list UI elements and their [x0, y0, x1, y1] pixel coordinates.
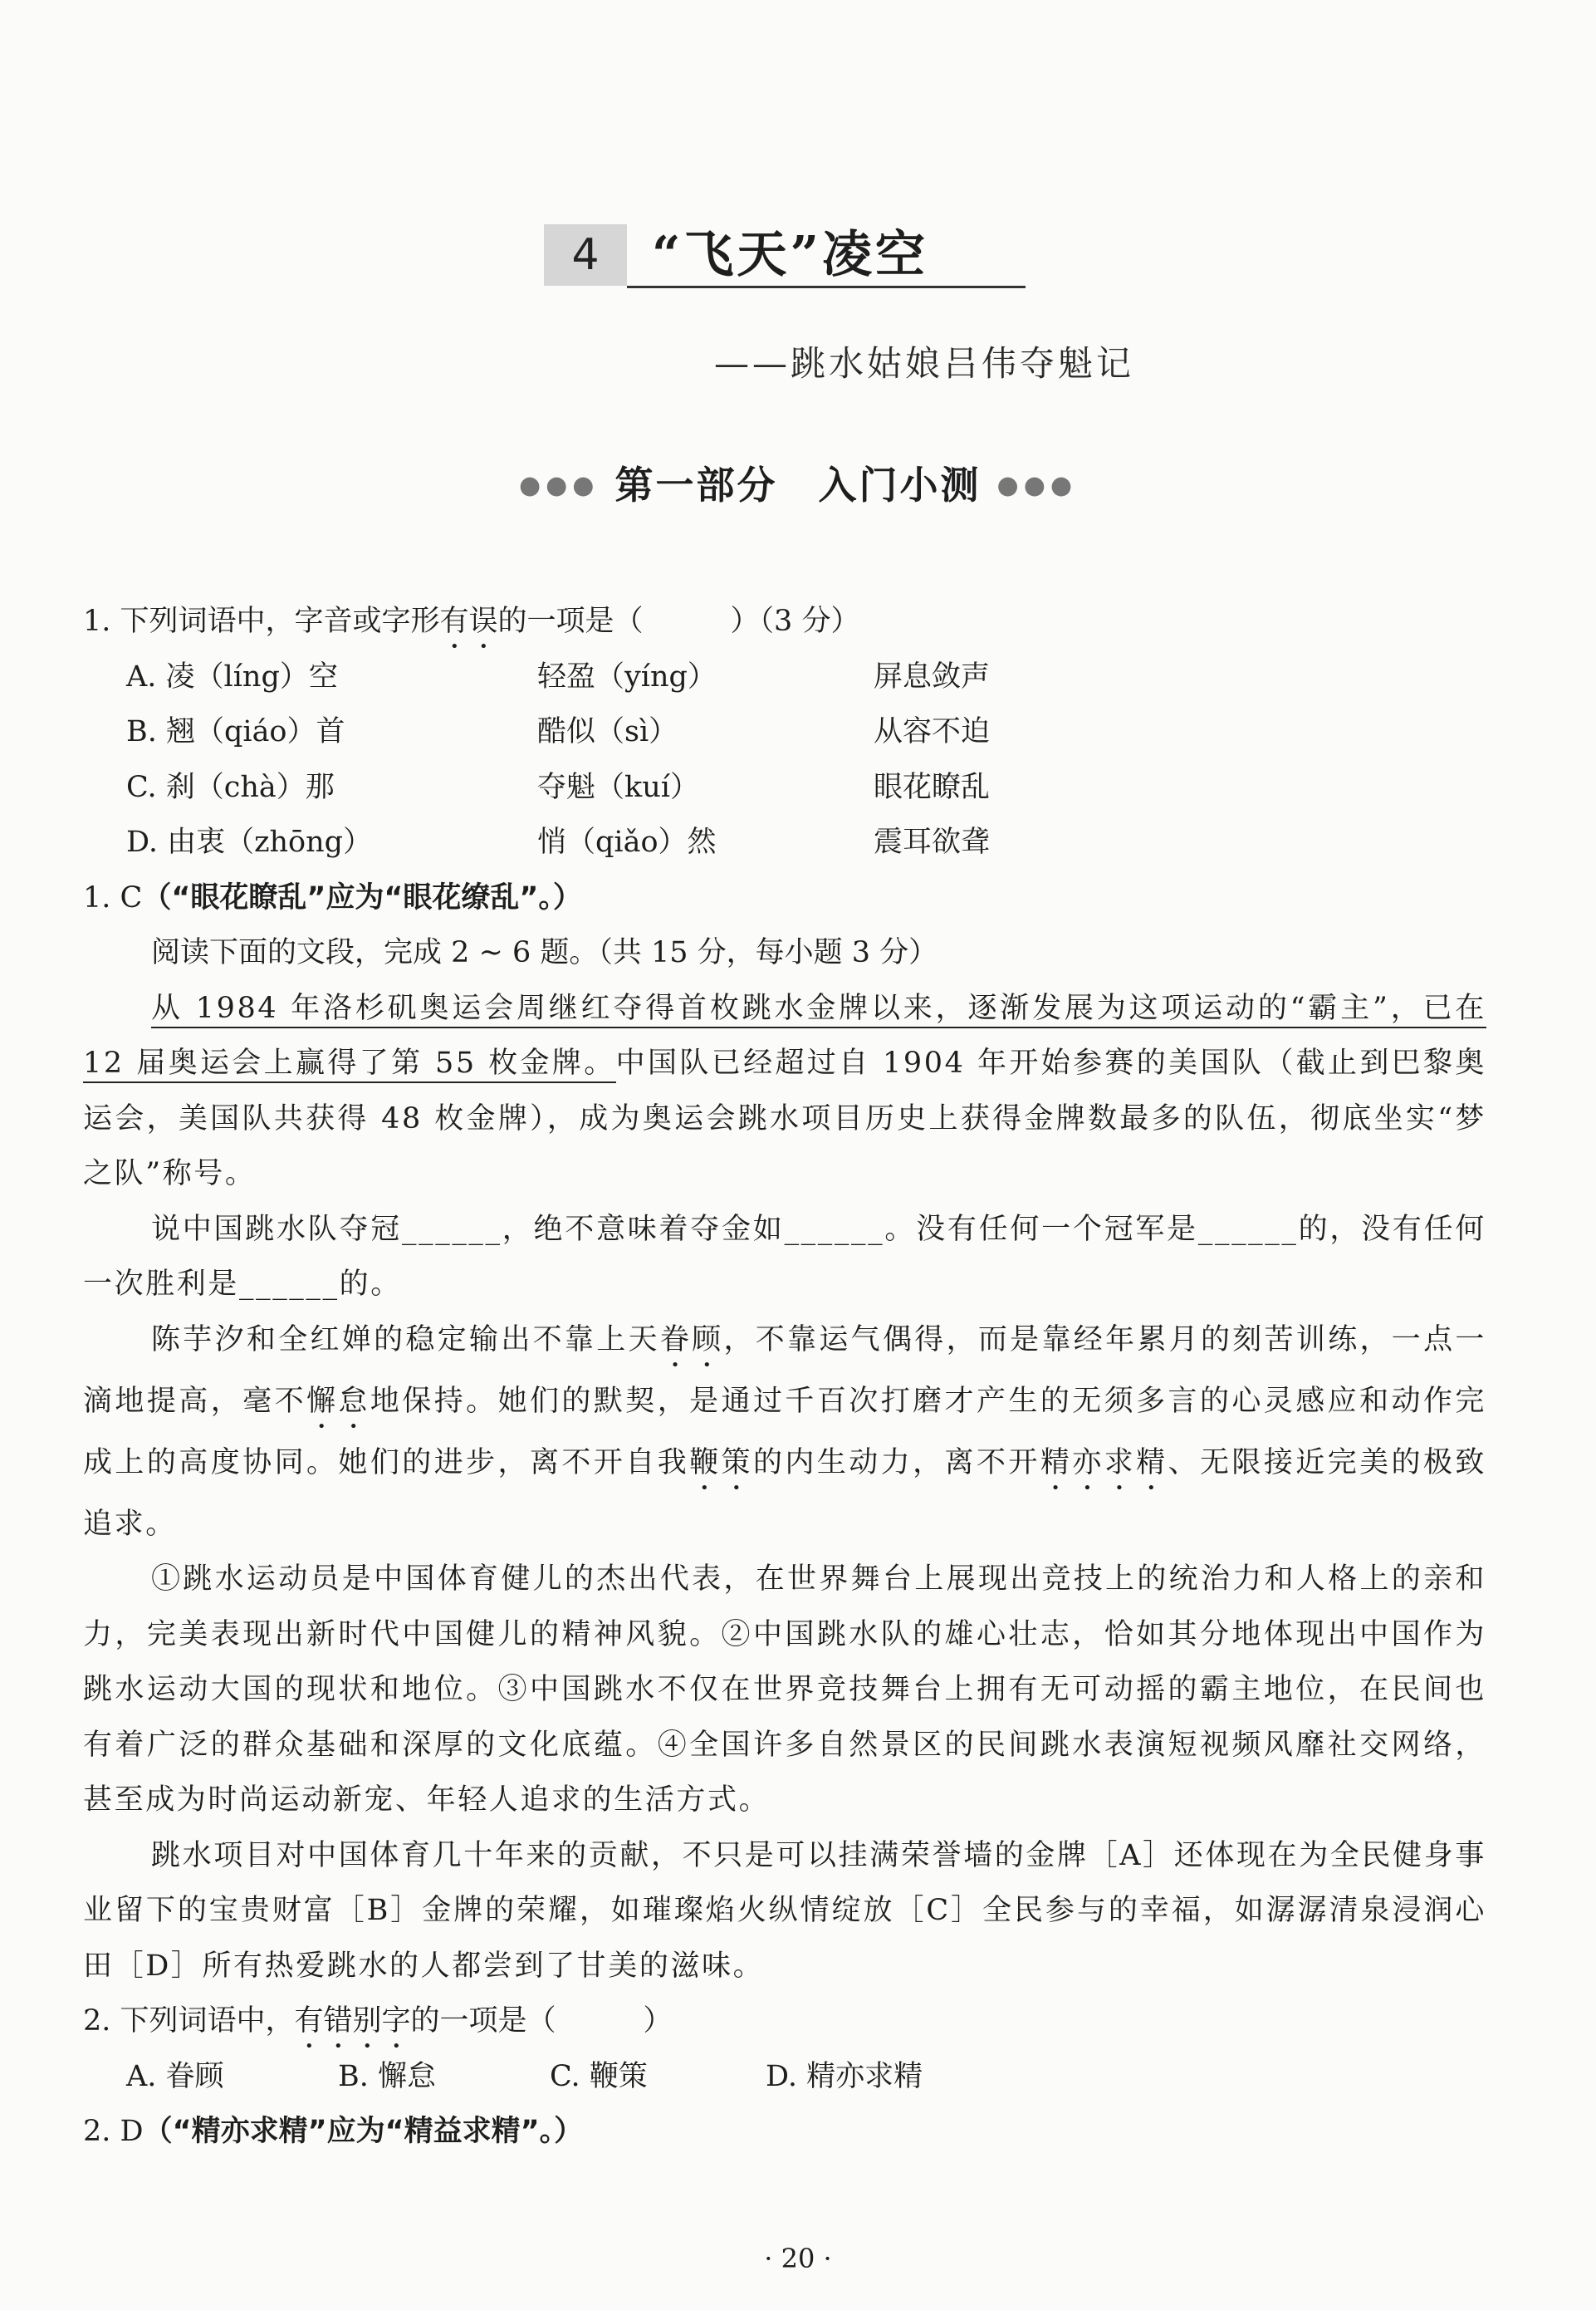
lesson-subtitle: ——跳水姑娘吕伟夺魁记 [714, 343, 1135, 384]
title-underline [627, 286, 1026, 288]
paragraph-1-rest: 中国队已经超过自 1904 年开始参赛的美国队（截止到巴黎奥运会，美国队共获得 48 枚金牌），成为奥运会跳水项目历史上获得金牌数最多的队伍，彻底坐实“梦之队”称号。 [83, 1047, 1487, 1190]
option-c-word3: 眼花瞭乱 [874, 770, 991, 804]
underlined-sentence: 从 1984 年洛杉矶奥运会周继红夺得首枚跳水金牌以来，逐渐发展为这项运动的“霸主”，已在 12 届奥运会上赢得了第 55 枚金牌。 [83, 992, 1486, 1084]
p3-dotted-word-3: 鞭策 [689, 1445, 753, 1479]
q2-stem-text: 2. 下列词语中， [83, 2004, 295, 2038]
option-c-word1: C. 刹（chà）那 [126, 770, 335, 804]
passage-paragraph-2: 说中国跳水队夺冠______，绝不意味着夺金如______。没有任何一个冠军是______的，没有任何一次胜利是______的。 [83, 1212, 1486, 1301]
q1-option-row [83, 760, 1486, 816]
q2-option-c: C. 鞭策 [550, 2059, 648, 2093]
page-number: · 20 · [764, 2243, 832, 2274]
q1-option-row [83, 704, 1486, 760]
p3-text-3: 地保持。她们的默契，是通过千百次打磨才产生的无须多言的心灵感应和动作完成上的高度协同。她们的进步，离不开自我 [83, 1384, 1486, 1479]
q1-answer [83, 871, 1486, 926]
passage-paragraph-5: 跳水项目对中国体育几十年来的贡献，不只是可以挂满荣誉墙的金牌［A］还体现在为全民健身事业留下的宝贵财富［B］金牌的荣耀，如璀璨焰火纵情绽放［C］全民参与的幸福，如潺潺清泉浸润心田［D］所有热爱跳水的人都尝到了甘美的滋味。 [83, 1838, 1486, 1983]
p3-text-5: 、无限接近完美的极致追求。 [83, 1445, 1487, 1541]
option-c-word2: 夺魁（kuí） [537, 770, 699, 804]
q2-answer-label: 2. D [83, 2115, 144, 2148]
dots-left-decoration: ●●● [518, 470, 600, 500]
option-b-word2: 酷似（sì） [537, 715, 678, 748]
q2-answer-explanation: （“精亦求精”应为“精益求精”。） [143, 2115, 584, 2148]
passage-paragraph-1 [83, 981, 1486, 1202]
passage-paragraph-4: ①跳水运动员是中国体育健儿的杰出代表，在世界舞台上展现出竞技上的统治力和人格上的亲和力，完美表现出新时代中国健儿的精神风貌。②中国跳水队的雄心壮志，恰如其分地体现出中国作为跳水运动大国的现状和地位。③中国跳水不仅在世界竞技舞台上拥有无可动摇的霸主地位，在民间也有着广泛的群众基础和深厚的文化底蕴。④全国许多自然景区的民间跳水表演短视频风靡社交网络，甚至成为时尚运动新宠、年轻人追求的生活方式。 [83, 1562, 1486, 1817]
p3-dotted-word-4: 精亦求精 [1040, 1445, 1168, 1479]
q2-answer [83, 2104, 1486, 2160]
q1-stem-tail: 的一项是（ ）（3 分） [497, 605, 860, 638]
q2-stem-tail: 的一项是（ ） [410, 2004, 673, 2038]
option-b-word3: 从容不迫 [874, 715, 991, 748]
q1-option-row [83, 650, 1486, 705]
question-1-stem [83, 594, 1486, 650]
p3-text-4: 的内生动力，离不开 [752, 1445, 1040, 1479]
lesson-header [544, 224, 1026, 291]
dots-right-decoration: ●●● [996, 470, 1078, 500]
q2-options-row [83, 2049, 1486, 2105]
section-title: 第一部分 入门小测 [614, 463, 982, 508]
option-b-word1: B. 翘（qiáo）首 [126, 715, 345, 748]
lesson-number: 4 [544, 224, 627, 286]
p3-text-1: 陈芋汐和全红婵的稳定输出不靠上天 [151, 1322, 660, 1356]
section-heading [0, 455, 1596, 510]
option-a-word3: 屏息敛声 [874, 660, 991, 694]
option-a-word2: 轻盈（yíng） [537, 660, 717, 694]
q2-emphasis-text: 有错别字 [294, 2004, 411, 2038]
q1-answer-label: 1. C [83, 880, 143, 915]
p3-dotted-word-2: 懈怠 [306, 1384, 370, 1418]
option-a-word1: A. 凌（líng）空 [126, 660, 338, 694]
p3-dotted-word-1: 眷顾 [659, 1322, 724, 1356]
q2-option-b: B. 懈怠 [338, 2059, 436, 2093]
q1-stem-text: 1. 下列词语中，字音或字形 [83, 605, 440, 638]
q1-emphasis-text: 有误 [439, 605, 498, 638]
passage-paragraph-3 [83, 1312, 1486, 1552]
q1-answer-explanation: （“眼花瞭乱”应为“眼花缭乱”。） [142, 880, 582, 915]
q2-option-a: A. 眷顾 [126, 2059, 224, 2093]
lesson-title: “飞天”凌空 [652, 226, 929, 284]
option-d-word2: 悄（qiǎo）然 [537, 826, 717, 859]
option-d-word1: D. 由衷（zhōng） [126, 826, 373, 859]
main-content [83, 594, 1486, 2160]
reading-instruction: 阅读下面的文段，完成 2 ~ 6 题。（共 15 分，每小题 3 分） [151, 936, 938, 969]
p3-text-2: ，不靠运气偶得，而是靠经年累月的刻苦训练，一点一滴地提高，毫不 [83, 1322, 1487, 1418]
option-d-word3: 震耳欲聋 [874, 826, 991, 859]
q1-option-row [83, 815, 1486, 871]
q2-option-d: D. 精亦求精 [766, 2059, 923, 2093]
question-2-stem [83, 1994, 1486, 2049]
